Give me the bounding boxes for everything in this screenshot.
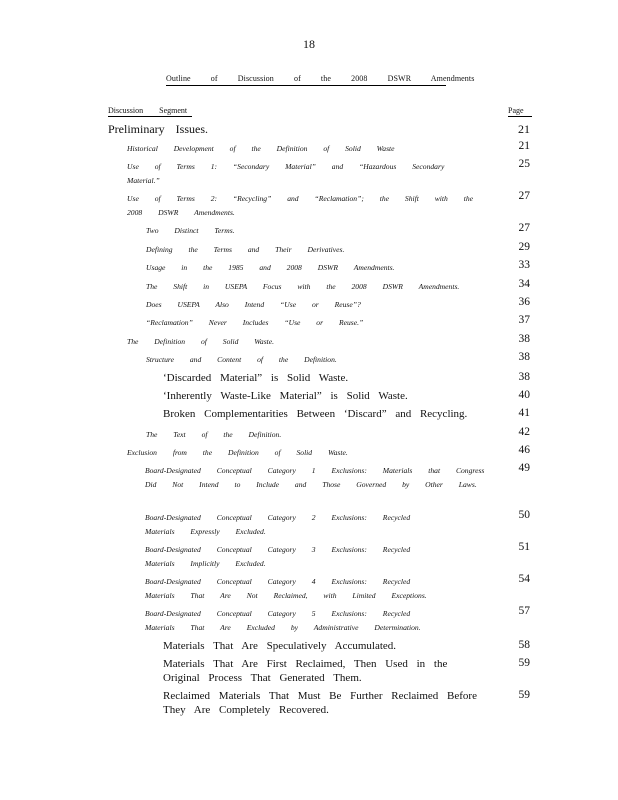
toc-entry-text: The Definition of Solid Waste. <box>127 337 275 346</box>
toc-entry <box>146 280 530 296</box>
toc-entry <box>145 464 530 508</box>
toc-entry-text: Board-Designated Conceptual Category 1 Exclusions: Materials that Congress Did Not Intend to Include and Those Governed by Other Laws. <box>145 466 501 489</box>
toc-entry-text: Board-Designated Conceptual Category 2 Exclusions: Recycled Materials Expressly Excluded. <box>145 513 427 536</box>
toc-entry <box>146 243 530 259</box>
toc-entry <box>163 407 530 423</box>
toc-entry <box>163 657 530 687</box>
toc-entry-page: 33 <box>518 259 530 271</box>
toc-entry-page: 27 <box>518 190 530 202</box>
toc-entry-page: 49 <box>518 462 530 474</box>
toc-entry-page: 58 <box>518 639 530 651</box>
toc-entry <box>127 192 530 222</box>
page-column-header: Page <box>508 106 532 117</box>
toc-entry-text: Materials That Are First Reclaimed, Then Used in the Original Process That Generated Them. <box>163 658 457 684</box>
toc-entry <box>127 142 530 158</box>
toc-entry-page: 36 <box>518 296 530 308</box>
toc-entry-page: 59 <box>518 657 530 669</box>
toc-entry-page: 57 <box>518 605 530 617</box>
toc-entry-page: 46 <box>518 444 530 456</box>
toc-entry <box>146 353 530 369</box>
toc-entry-text: Preliminary Issues. <box>108 122 208 136</box>
toc-entry-text: ‘Discarded Material” is Solid Waste. <box>163 372 349 384</box>
toc-entry-text: Defining the Terms and Their Derivatives. <box>146 245 345 254</box>
toc-entry-page: 40 <box>518 389 530 401</box>
toc-entry-text: The Text of the Definition. <box>146 430 282 439</box>
toc-entry-page: 51 <box>518 541 530 553</box>
toc-entry <box>146 428 530 444</box>
toc-entry <box>145 607 530 637</box>
toc-entry-page: 50 <box>518 509 530 521</box>
toc-entry-text: Broken Complementarities Between ‘Discard” and Recycling. <box>163 408 468 420</box>
toc-entry-text: “Reclamation” Never Includes “Use or Reuse.” <box>146 318 364 327</box>
toc-entry-text: Reclaimed Materials That Must Be Further Reclaimed Before They Are Completely Recovered. <box>163 690 486 716</box>
toc-entry-text: Use of Terms 1: “Secondary Material” and “Hazardous Secondary Material.” <box>127 162 461 185</box>
toc-entry-page: 34 <box>518 278 530 290</box>
toc-entry <box>108 122 530 138</box>
toc-entry <box>163 689 530 719</box>
toc-entry-text: Materials That Are Speculatively Accumulated. <box>163 640 397 652</box>
toc-entry <box>127 446 530 462</box>
toc-entry-text: Use of Terms 2: “Recycling” and “Reclamation”; the Shift with the 2008 DSWR Amendments. <box>127 194 489 217</box>
toc-entry <box>146 316 530 332</box>
toc-entry-page: 59 <box>518 689 530 701</box>
toc-entry <box>145 543 530 573</box>
toc-entry-page: 27 <box>518 222 530 234</box>
toc-entry-page: 38 <box>518 371 530 383</box>
toc-entry-text: Board-Designated Conceptual Category 5 Exclusions: Recycled Materials That Are Excluded by Administrative Determination. <box>145 609 427 632</box>
page-number: 18 <box>303 37 315 51</box>
outline-title: Outline of Discussion of the 2008 DSWR Amendments <box>166 74 446 86</box>
toc-entry-text: Does USEPA Also Intend “Use or Reuse”? <box>146 300 361 309</box>
toc-entry-text: Board-Designated Conceptual Category 4 Exclusions: Recycled Materials That Are Not Reclaimed, with Limited Exceptions. <box>145 577 427 600</box>
toc-entry-page: 38 <box>518 351 530 363</box>
toc-entry-text: Exclusion from the Definition of Solid Waste. <box>127 448 348 457</box>
toc-entry-page: 38 <box>518 333 530 345</box>
toc-entry-page: 41 <box>518 407 530 419</box>
toc-entry-page: 29 <box>518 241 530 253</box>
discussion-segment-header: Discussion Segment <box>108 106 192 117</box>
toc-entry-page: 25 <box>518 158 530 170</box>
toc-entry <box>146 224 530 240</box>
toc-entry-text: Structure and Content of the Definition. <box>146 355 337 364</box>
toc-entry-text: ‘Inherently Waste-Like Material” is Solid Waste. <box>163 390 408 402</box>
toc-entry-text: Two Distinct Terms. <box>146 226 235 235</box>
toc-entry-page: 37 <box>518 314 530 326</box>
toc-entry-text: Usage in the 1985 and 2008 DSWR Amendments. <box>146 263 395 272</box>
toc-entry <box>127 335 530 351</box>
toc-entry <box>145 575 530 605</box>
toc-entry <box>163 371 530 387</box>
toc-entry <box>146 261 530 277</box>
toc-entry-text: Historical Development of the Definition of Solid Waste <box>127 144 395 153</box>
toc-entry-text: The Shift in USEPA Focus with the 2008 DSWR Amendments. <box>146 282 460 291</box>
toc-entry <box>163 389 530 405</box>
toc-entry-page: 54 <box>518 573 530 585</box>
toc-entry-page: 21 <box>518 122 530 136</box>
toc-entry <box>145 511 530 541</box>
toc-entry <box>163 639 530 655</box>
toc-entry <box>146 298 530 314</box>
toc-entry-text: Board-Designated Conceptual Category 3 Exclusions: Recycled Materials Implicitly Excluded. <box>145 545 427 568</box>
toc-entry-page: 42 <box>518 426 530 438</box>
toc-entry <box>127 160 530 190</box>
toc-entry-page: 21 <box>518 140 530 152</box>
